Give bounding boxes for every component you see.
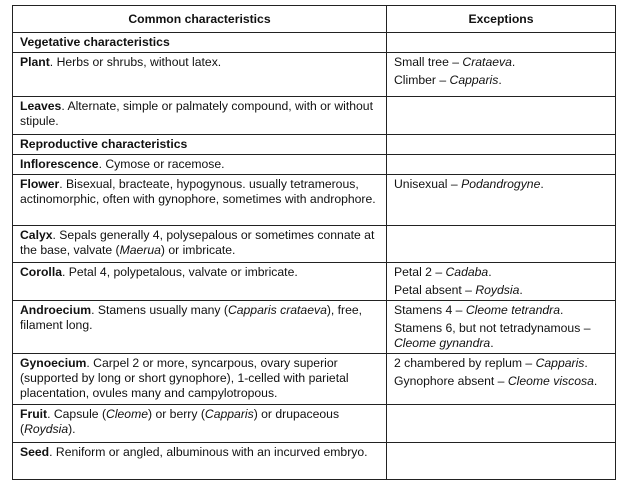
exception-cell bbox=[387, 263, 616, 301]
description-text: . Herbs or shrubs, without latex. bbox=[49, 55, 222, 69]
description-text: ). bbox=[68, 422, 76, 436]
exception-text: Gynophore absent – bbox=[394, 374, 508, 388]
table-row bbox=[13, 53, 616, 97]
taxon-name: Crataeva bbox=[462, 55, 512, 69]
exception-text: Small tree – bbox=[394, 55, 463, 69]
section-row bbox=[13, 135, 616, 155]
taxon-name: Cleome gynandra bbox=[394, 336, 491, 350]
description-text: ) or imbricate. bbox=[160, 243, 236, 257]
characteristic-term: Corolla bbox=[20, 265, 62, 279]
exception-text: Stamens 6, but not tetradynamous – bbox=[394, 321, 591, 335]
characteristic-cell bbox=[13, 443, 387, 480]
taxon-name: Capparis bbox=[204, 407, 254, 421]
table-row bbox=[13, 263, 616, 301]
exception-cell bbox=[387, 443, 616, 480]
table-row bbox=[13, 97, 616, 135]
characteristic-term: Gynoecium bbox=[20, 356, 87, 370]
exception-line bbox=[394, 356, 610, 371]
taxon-name: Roydsia bbox=[24, 422, 69, 436]
taxon-name: Capparis bbox=[535, 356, 585, 370]
exception-text: . bbox=[498, 73, 502, 87]
exception-cell bbox=[387, 226, 616, 263]
exception-cell bbox=[387, 354, 616, 405]
exception-text: . bbox=[511, 55, 516, 69]
table-row bbox=[13, 301, 616, 354]
exception-line bbox=[394, 73, 610, 88]
characteristic-cell bbox=[13, 53, 387, 97]
taxon-name: Cadaba bbox=[445, 265, 489, 279]
exception-text: Unisexual – bbox=[394, 177, 462, 191]
exception-text: . bbox=[519, 283, 523, 297]
description-text: . Cymose or racemose. bbox=[98, 157, 225, 171]
exception-cell bbox=[387, 97, 616, 135]
exception-text: . bbox=[559, 303, 564, 317]
exception-text: Climber – bbox=[394, 73, 450, 87]
exception-cell bbox=[387, 175, 616, 226]
header-common-characteristics: Common characteristics bbox=[13, 6, 387, 33]
exception-line bbox=[394, 177, 610, 192]
description-text: . Bisexual, bracteate, hypogynous. usually tetramerous, actinomorphic, often with gynophore, sometimes with androphore. bbox=[20, 177, 376, 206]
description-text: . Stamens usually many ( bbox=[91, 303, 228, 317]
description-text: . Sepals generally 4, polysepalous or sometimes connate at the base, valvate ( bbox=[20, 228, 375, 257]
characteristic-cell bbox=[13, 263, 387, 301]
characteristic-cell bbox=[13, 301, 387, 354]
description-text: . Petal 4, polypetalous, valvate or imbricate. bbox=[61, 265, 298, 279]
taxon-name: Roydsia bbox=[475, 283, 520, 297]
exception-line bbox=[394, 321, 610, 351]
exception-text: Petal absent – bbox=[394, 283, 476, 297]
characteristic-term: Seed bbox=[20, 445, 50, 459]
characteristic-cell bbox=[13, 354, 387, 405]
exception-line bbox=[394, 303, 610, 318]
table-body bbox=[13, 33, 616, 480]
description-text: . Alternate, simple or palmately compound, with or without stipule. bbox=[20, 99, 373, 128]
characteristic-term: Androecium bbox=[20, 303, 92, 317]
section-row bbox=[13, 33, 616, 53]
characteristics-table bbox=[12, 5, 616, 480]
exception-cell bbox=[387, 405, 616, 443]
description-text: . Capsule ( bbox=[47, 407, 107, 421]
exception-text: . bbox=[593, 374, 598, 388]
taxon-name: Capparis crataeva bbox=[227, 303, 327, 317]
characteristic-cell bbox=[13, 97, 387, 135]
exception-text: . bbox=[584, 356, 588, 370]
characteristic-term: Fruit bbox=[20, 407, 48, 421]
exception-text: . bbox=[540, 177, 544, 191]
exception-line bbox=[394, 283, 610, 298]
exception-cell bbox=[387, 155, 616, 175]
taxon-name: Cleome bbox=[106, 407, 149, 421]
empty-cell bbox=[387, 135, 616, 155]
table-row bbox=[13, 155, 616, 175]
table-row bbox=[13, 354, 616, 405]
characteristic-cell bbox=[13, 405, 387, 443]
characteristic-term: Leaves bbox=[20, 99, 62, 113]
characteristic-term: Plant bbox=[20, 55, 50, 69]
empty-cell bbox=[387, 33, 616, 53]
exception-line bbox=[394, 55, 610, 70]
characteristic-cell bbox=[13, 175, 387, 226]
exception-cell bbox=[387, 301, 616, 354]
table-row bbox=[13, 443, 616, 480]
taxon-name: Maerua bbox=[119, 243, 161, 257]
description-text: ) or drupaceous ( bbox=[20, 407, 340, 436]
characteristic-cell bbox=[13, 155, 387, 175]
section-label: Reproductive characteristics bbox=[13, 135, 387, 155]
table-row bbox=[13, 175, 616, 226]
characteristic-term: Calyx bbox=[20, 228, 53, 242]
exception-text: Petal 2 – bbox=[394, 265, 446, 279]
exception-cell bbox=[387, 53, 616, 97]
description-text: . Carpel 2 or more, syncarpous, ovary superior (supported by long or short gynophore), 1-celled with parietal placentation, ovules many and campylotropous. bbox=[20, 356, 349, 400]
description-text: . Reniform or angled, albuminous with an incurved embryo. bbox=[49, 445, 368, 459]
exception-text: 2 chambered by replum – bbox=[394, 356, 536, 370]
characteristic-cell bbox=[13, 226, 387, 263]
section-label: Vegetative characteristics bbox=[13, 33, 387, 53]
characteristic-term: Flower bbox=[20, 177, 60, 191]
exception-text: Stamens 4 – bbox=[394, 303, 466, 317]
taxon-name: Cleome tetrandra bbox=[465, 303, 560, 317]
exception-line bbox=[394, 265, 610, 280]
exception-text: . bbox=[488, 265, 492, 279]
exception-line bbox=[394, 374, 610, 389]
taxon-name: Capparis bbox=[449, 73, 499, 87]
exception-text: . bbox=[490, 336, 494, 350]
characteristic-term: Inflorescence bbox=[20, 157, 99, 171]
description-text: ), free, filament long. bbox=[20, 303, 363, 332]
description-text: ) or berry ( bbox=[148, 407, 205, 421]
header-exceptions: Exceptions bbox=[387, 6, 616, 33]
taxon-name: Cleome viscosa bbox=[507, 374, 594, 388]
taxon-name: Podandrogyne bbox=[461, 177, 541, 191]
table-row bbox=[13, 405, 616, 443]
table-row bbox=[13, 226, 616, 263]
table-header-row bbox=[13, 6, 616, 33]
